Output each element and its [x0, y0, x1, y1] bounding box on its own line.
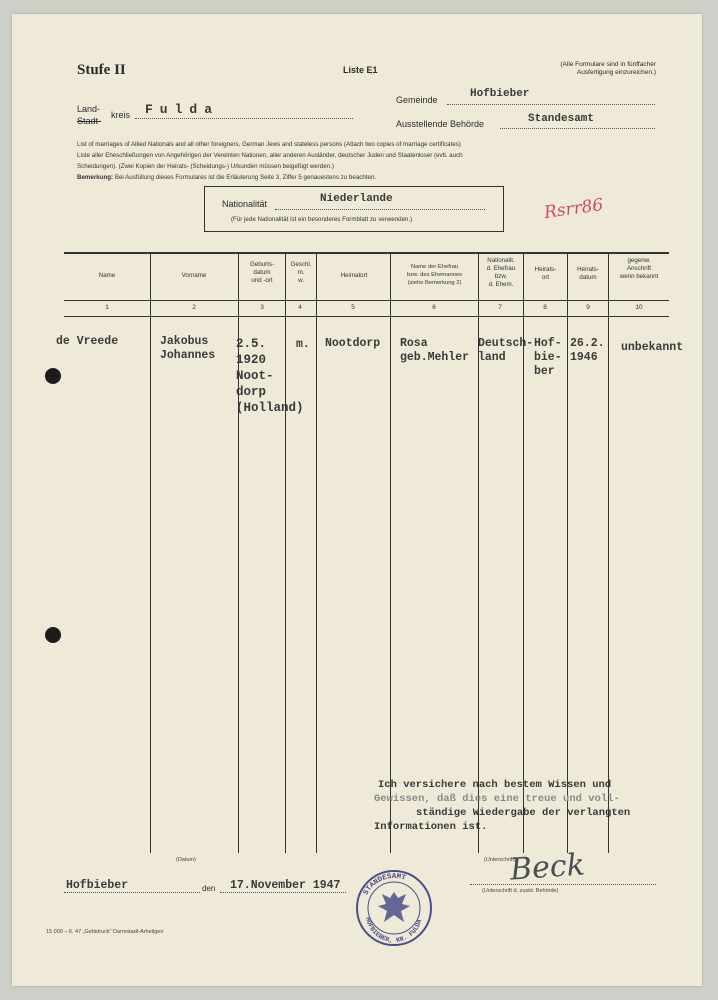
col-header-vorname: Vorname [181, 272, 207, 279]
kreis-label: kreis [111, 110, 131, 120]
entry-ehefrau: Rosa geb.Mehler [400, 337, 470, 364]
kreis-line [135, 118, 353, 119]
footer-datum: 17.November 1947 [230, 879, 341, 892]
cert-line1: Ich versichere nach bestem Wissen und [378, 779, 612, 791]
liste-title: Liste E1 [343, 65, 378, 75]
col-num-5: 5 [351, 304, 355, 311]
footer-den: den [202, 884, 216, 893]
gemeinde-label: Gemeinde [396, 95, 438, 105]
entry-heiratsdatum: 26.2. 1946 [570, 337, 605, 364]
kreis-value: Fulda [145, 102, 220, 117]
remark-label: Bemerkung: [77, 174, 114, 181]
entry-heimatort: Nootdorp [325, 337, 381, 350]
col-num-2: 2 [192, 304, 196, 311]
col-header-anschrift: gegenw. Anschrift wenn bekannt [619, 257, 659, 280]
ort-line [64, 892, 200, 893]
copies-note-line2: Ausfertigung einzureichen.) [576, 69, 656, 76]
cert-line2: Gewissen, daß dies eine treue und voll- [374, 793, 620, 805]
nationality-label: Nationalität [222, 199, 268, 209]
land-label: Land- [77, 104, 101, 114]
entry-name: de Vreede [56, 335, 119, 348]
entry-heiratsort: Hof- bie- ber [534, 337, 562, 378]
col-num-8: 8 [543, 304, 547, 311]
svg-text:STANDESAMT [362, 873, 407, 897]
col-divider-5 [390, 253, 391, 853]
table-top-rule [64, 252, 669, 254]
entry-vorname: Jakobus Johannes [160, 335, 216, 362]
copies-note-line1: (Alle Formulare sind in fünffacher [560, 61, 656, 68]
behoerde-line [500, 128, 655, 129]
col-header-name: Name [98, 272, 116, 279]
col-header-geburt: Geburts- datum und -ort [249, 261, 275, 284]
unterschrift-label: (Unterschrift) [484, 857, 516, 863]
entry-anschrift: unbekannt [621, 341, 684, 354]
col-num-1: 1 [105, 304, 109, 311]
col-divider-1 [150, 253, 151, 853]
col-num-3: 3 [260, 304, 264, 311]
stamp-top-text: STANDESAMT [362, 872, 407, 897]
remark-text: Bei Ausfüllung dieses Formulares ist die Erläuterung Seite 3, Ziffer 5 genauestens zu beachten. [113, 174, 377, 181]
stadt-label: Stadt- [77, 116, 102, 126]
printer-note: 15 000 – 6. 47 „Gebidruck“ Darmstadt-Arheilgen [46, 929, 164, 935]
footer-ort: Hofbieber [66, 879, 129, 892]
instructions-line4 [77, 174, 667, 182]
col-divider-4 [316, 253, 317, 853]
signature-line [470, 884, 656, 885]
entry-geburt: 2.5. 1920 Noot- dorp (Holland) [236, 337, 304, 415]
col-header-geschl: Geschl. m. w. [290, 261, 312, 284]
entry-nationalitaet: Deutsch- land [478, 337, 534, 364]
col-header-ehefrau: Name der Ehefrau bzw. des Ehemannes (siehe Bemerkung 2) [406, 264, 463, 286]
instructions-line3: Scheidungen). (Zwei Kopien der Heirats- (Scheidungs-) Urkunden müssen beigefügt werden.) [77, 163, 334, 170]
cert-line4: Informationen ist. [374, 821, 488, 833]
punch-hole-bottom [45, 627, 61, 643]
col-divider-8 [567, 253, 568, 853]
table-number-rule [64, 316, 669, 317]
official-stamp [354, 868, 434, 948]
col-num-4: 4 [298, 304, 302, 311]
col-header-heiratsort: Heirats- ort [534, 266, 557, 281]
instructions-line2: Liste aller Eheschließungen von Angehörigen der Vereinten Nationen, aller anderen Ausländer, deutscher Juden und Staatenloser (evtl. auch [77, 152, 463, 159]
col-divider-9 [608, 253, 609, 853]
col-num-10: 10 [635, 304, 643, 311]
signature-caption: (Unterschrift d. zustd. Behörde) [482, 888, 559, 894]
datum-label: (Datum) [176, 857, 196, 863]
col-header-heiratsdatum: Heirats- datum [577, 266, 599, 281]
col-num-6: 6 [432, 304, 436, 311]
nationality-line [275, 209, 485, 210]
col-num-7: 7 [498, 304, 502, 311]
gemeinde-value: Hofbieber [470, 88, 530, 100]
behoerde-value: Standesamt [528, 113, 595, 125]
nationality-note: (Für jede Nationalität ist ein besonderes Formblatt zu verwenden.) [231, 216, 413, 223]
table-header-rule [64, 300, 669, 301]
certification-text [364, 778, 630, 834]
gemeinde-line [447, 104, 655, 105]
behoerde-label: Ausstellende Behörde [396, 119, 485, 129]
col-header-heimatort: Heimatort [340, 272, 368, 279]
col-num-9: 9 [586, 304, 590, 311]
signature: Beck [508, 847, 586, 888]
entry-geschl: m. [296, 338, 310, 351]
red-annotation: Rsrr86 [542, 194, 605, 224]
stamp-seal-graphic [354, 868, 434, 948]
nationality-value: Niederlande [320, 193, 393, 205]
stamp-bottom-text: HOFBIEBER, KR. FULDA [364, 916, 424, 945]
stufe-title: Stufe II [77, 62, 126, 78]
cert-line3: ständige Wiedergabe der verlangten [416, 807, 631, 819]
datum-line [220, 892, 346, 893]
nationality-box [204, 186, 504, 232]
instructions-line1: List of marriages of Allied Nationals and all other foreigners, German Jews and stateless persons (Attach two copies of marriage certificates) [77, 141, 461, 148]
col-header-nationalitaet: Nationalit. d. Ehefrau bzw. d. Ehem. [486, 257, 516, 288]
instructions [77, 141, 667, 182]
copies-note [512, 61, 656, 77]
punch-hole-top [45, 368, 61, 384]
